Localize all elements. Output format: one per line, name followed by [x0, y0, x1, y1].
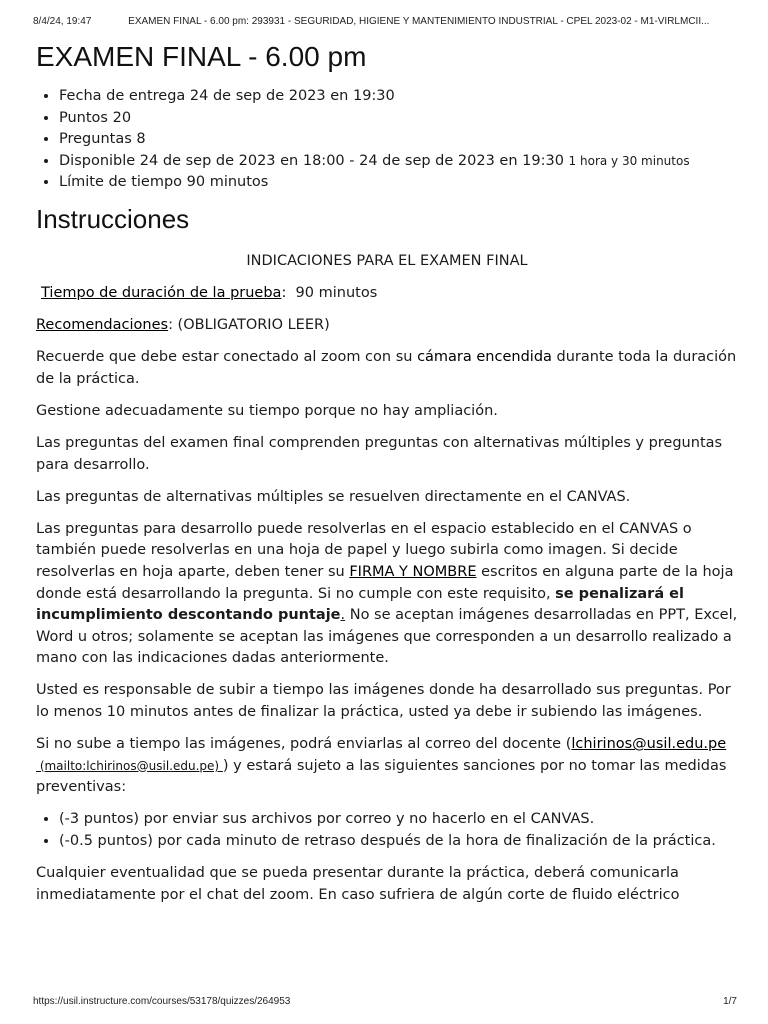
detail-available-text: Disponible 24 de sep de 2023 en 18:00 - 24 de sep de 2023 en 19:30 [59, 152, 564, 169]
eventuality-paragraph: Cualquier eventualidad que se pueda presentar durante la práctica, deberá comunicarla inmediatamente por el chat del zoom. En caso sufriera de algún corte de fluido eléctrico [36, 865, 680, 903]
penalty-warning: se penalizará el incumplimiento descontando puntaje [36, 585, 684, 624]
teacher-email-link[interactable]: lchirinos@usil.edu.pe [571, 736, 727, 753]
detail-questions: • Preguntas 8 [59, 129, 738, 151]
instructions-heading: Instrucciones [36, 203, 190, 234]
teacher-mailto-link[interactable]: (mailto:lchirinos@usil.edu.pe) [36, 758, 223, 773]
camera-text-c: durante toda la duración de la práctica. [36, 349, 737, 387]
signature-requirement: FIRMA Y NOMBRE [349, 564, 477, 580]
development-text-f: No se aceptan imágenes desarrolladas en PPT, Excel, Word u otros; solamente se aceptan las imágenes que corresponden a un desarrollo realizado a mano con las indicaciones dadas anteriormente. [36, 607, 738, 667]
recommendations-note: : (OBLIGATORIO LEER) [168, 317, 330, 334]
main-content [36, 40, 738, 917]
duration-value: 90 minutos [286, 285, 378, 302]
development-paragraph [36, 519, 738, 670]
page-number: 1/7 [723, 996, 737, 1007]
page-url: https://usil.instructure.com/courses/53178/quizzes/264953 [33, 996, 291, 1007]
development-text-c: escritos en alguna parte de la hoja donde está desarrollando la pregunta. Si no cumple con este requisito, [36, 564, 734, 602]
instructions-title: INDICACIONES PARA EL EXAMEN FINAL [246, 252, 528, 269]
upload-paragraph: Usted es responsable de subir a tiempo las imágenes donde ha desarrollado sus preguntas. Por lo menos 10 minutos antes de finalizar la práctica, usted ya debe ir subiendo las imágenes. [36, 682, 731, 721]
detail-points: • Puntos 20 [59, 108, 738, 130]
print-footer [33, 996, 737, 1007]
question-types-paragraph: Las preguntas del examen final comprenden preguntas con alternativas múltiples y preguntas para desarrollo. [36, 435, 723, 473]
detail-available-duration: 1 hora y 30 minutos [568, 153, 690, 168]
camera-paragraph [36, 347, 738, 390]
detail-available [59, 151, 738, 173]
camera-text-a: Recuerde que debe estar conectado al zoom con su [36, 349, 418, 366]
sanction-item: • (-0.5 puntos) por cada minuto de retraso después de la hora de finalización de la práctica. [59, 831, 738, 853]
recommendations-label: Recomendaciones [36, 317, 169, 334]
time-management-paragraph: Gestione adecuadamente su tiempo porque no hay ampliación. [36, 402, 498, 419]
email-text-a: Si no sube a tiempo las imágenes, podrá enviarlas al correo del docente ( [36, 736, 572, 753]
print-datetime: 8/4/24, 19:47 [33, 16, 92, 27]
duration-label: Tiempo de duración de la prueba [41, 285, 282, 302]
multiple-choice-paragraph: Las preguntas de alternativas múltiples se resuelven directamente en el CANVAS. [36, 488, 631, 505]
page-title: EXAMEN FINAL - 6.00 pm [36, 41, 367, 72]
email-text-c: ) y estará sujeto a las siguientes sanciones por no tomar las medidas preventivas: [36, 757, 727, 796]
duration-colon: : [281, 285, 287, 302]
development-text-a: Las preguntas para desarrollo puede resolverlas en el espacio establecido en el CANVAS o también puede resolverlas en una hoja de papel y luego subirla como imagen. Si decide resolverlas en hoja aparte, deben tener su [36, 520, 692, 580]
detail-due-date: • Fecha de entrega 24 de sep de 2023 en 19:30 [59, 86, 738, 108]
recommendations-paragraph [36, 315, 738, 337]
detail-time-limit: • Límite de tiempo 90 minutos [59, 172, 738, 194]
sanctions-list [36, 809, 738, 852]
email-paragraph [36, 734, 738, 799]
print-header [33, 16, 748, 27]
sanction-item: • (-3 puntos) por enviar sus archivos por correo y no hacerlo en el CANVAS. [59, 809, 738, 831]
print-page-title: EXAMEN FINAL - 6.00 pm: 293931 - SEGURIDAD, HIGIENE Y MANTENIMIENTO INDUSTRIAL - CPEL 2023-02 - M1-VIRLMCII... [128, 16, 710, 27]
duration-paragraph [36, 283, 738, 305]
penalty-period: . [340, 607, 346, 624]
quiz-details-list [36, 86, 738, 194]
camera-emphasis: cámara encendida [417, 349, 552, 366]
